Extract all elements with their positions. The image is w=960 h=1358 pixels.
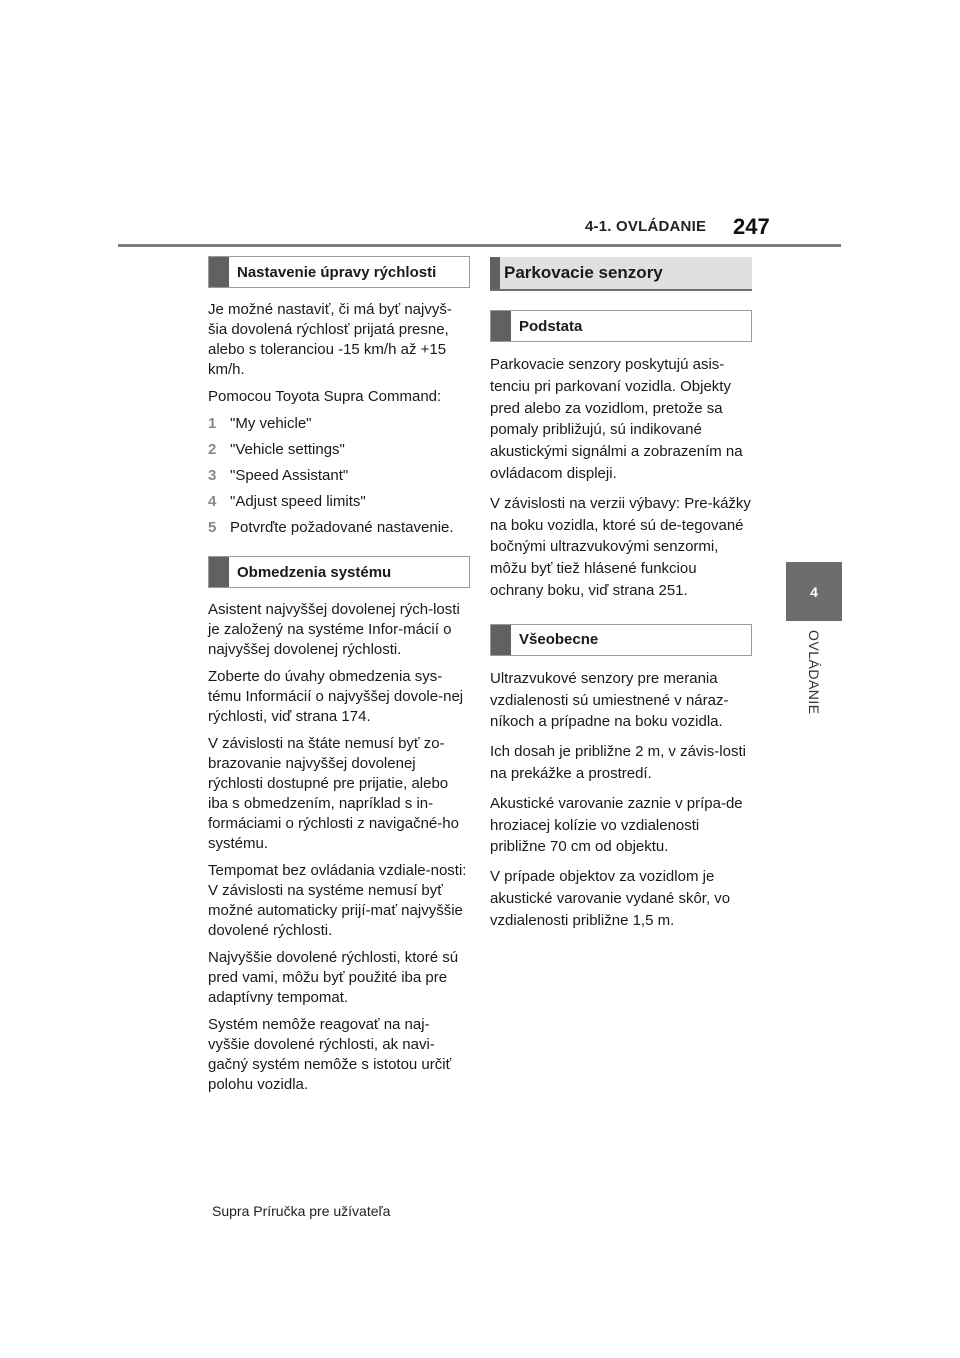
chapter-number: 4 (810, 583, 818, 600)
paragraph: Najvyššie dovolené rýchlosti, ktoré sú pred vami, môžu byť použité iba pre adaptívny tempomat. (208, 949, 459, 1006)
step-text: "Vehicle settings" (230, 441, 345, 458)
chapter-tab (786, 562, 842, 621)
paragraph: Tempomat bez ovládania vzdiale-nosti: V závislosti na systéme nemusí byť možné automaticky prijí-mať najvyššie dovolené rýchlosti. (208, 862, 467, 939)
step-text: "Speed Assistant" (230, 467, 349, 484)
heading-basis (490, 310, 752, 342)
step-item (208, 466, 470, 486)
paragraph: Pomocou Toyota Supra Command: (208, 388, 442, 405)
heading-bar (209, 557, 229, 587)
paragraph: Asistent najvyššej dovolenej rých-losti je založený na systéme Infor-mácií o najvyššej dovolenej rýchlosti. (208, 601, 460, 658)
step-number: 4 (208, 493, 217, 510)
heading-bar (209, 257, 229, 287)
heading-general (490, 624, 752, 656)
heading-speed-adjust (208, 256, 470, 288)
page-number: 247 (733, 214, 770, 239)
right-column (490, 257, 752, 940)
paragraph: Je možné nastaviť, či má byť najvyš-šia dovolená rýchlosť prijatá presne, alebo s toleranciou -15 km/h až +15 km/h. (208, 301, 452, 378)
heading-bar (491, 625, 511, 655)
footer-text: Supra Príručka pre užívateľa (212, 1203, 391, 1219)
step-text: Potvrďte požadované nastavenie. (230, 519, 454, 536)
paragraph: V prípade objektov za vozidlom je akustické varovanie vydané skôr, vo vzdialenosti približne 1,5 m. (490, 868, 731, 929)
step-number: 5 (208, 519, 217, 536)
step-text: "My vehicle" (230, 415, 312, 432)
section-title: 4-1. OVLÁDANIE (585, 218, 707, 235)
step-item (208, 414, 470, 434)
heading-limits (208, 556, 470, 588)
step-item (208, 492, 470, 512)
heading-speed-adjust-text: Nastavenie úpravy rýchlosti (237, 263, 437, 281)
paragraph: Akustické varovanie zaznie v prípa-de hroziacej kolízie vo vzdialenosti približne 70 cm od objektu. (490, 794, 743, 856)
paragraph: Systém nemôže reagovať na naj-vyššie dovolené rýchlosti, ak navi-gačný systém nemôže s istotou určiť polohu vozidla. (208, 1016, 452, 1093)
heading-bar (490, 257, 500, 289)
step-number: 1 (208, 415, 217, 432)
step-item (208, 518, 470, 538)
heading-basis-text: Podstata (519, 317, 583, 335)
paragraph: Ich dosah je približne 2 m, v závis-losti na prekážke a prostredí. (490, 743, 746, 782)
step-item (208, 440, 470, 460)
heading-bar (491, 311, 511, 341)
step-number: 3 (208, 467, 217, 484)
paragraph: Parkovacie senzory poskytujú asis-tenciu pri parkovaní vozidla. Objekty pred alebo za vozidlom, pretože sa pomaly približujú, sú indikované akustickými signálmi a zobrazením na ovládacom displeji. (490, 356, 743, 482)
paragraph: Ultrazvukové senzory pre merania vzdialenosti sú umiestnené v náraz-níkoch a prípadne na boku vozidla. (490, 669, 729, 731)
heading-general-text: Všeobecne (519, 631, 599, 649)
step-text: "Adjust speed limits" (230, 493, 366, 510)
paragraph: Zoberte do úvahy obmedzenia sys-tému Informácií o najvyššej dovole-nej rýchlosti, viď strana 174. (208, 668, 464, 725)
chapter-label (786, 630, 842, 730)
left-column (208, 256, 470, 1102)
section-heading-parking-text: Parkovacie senzory (504, 263, 663, 282)
section-heading-parking (490, 257, 752, 291)
heading-limits-text: Obmedzenia systému (237, 563, 392, 581)
header-rule (118, 244, 841, 247)
step-number: 2 (208, 441, 217, 458)
chapter-label-text: OVLÁDANIE (806, 630, 822, 715)
paragraph: V závislosti na štáte nemusí byť zo-brazovanie najvyššej dovolenej rýchlosti dostupné pre prijatie, alebo iba s obmedzením, napríklad s in-formáciami o rýchlosti z navigačné-ho systému. (208, 735, 459, 852)
paragraph: V závislosti na verzii výbavy: Pre-kážky na boku vozidla, ktoré sú de-tegované bočnými ultrazvukovými senzormi, môžu byť tiež hlásené funkciou ochrany boku, viď strana 251. (490, 494, 751, 599)
